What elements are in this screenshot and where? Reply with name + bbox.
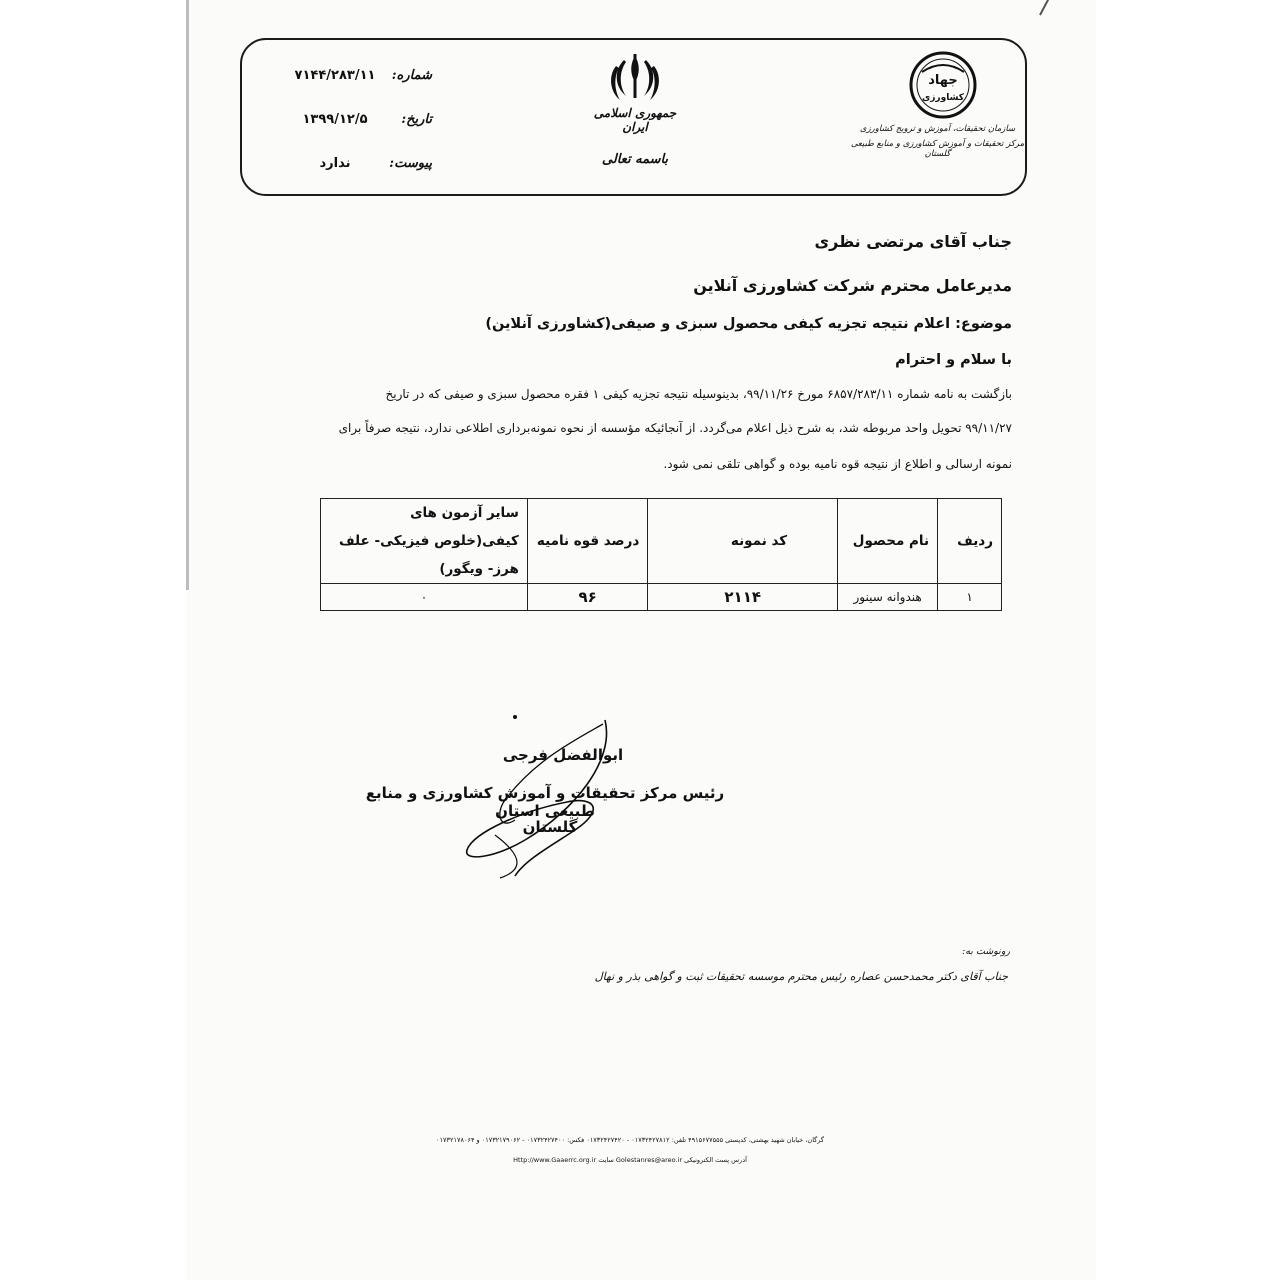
- addressee: جناب آقای مرتضی نظری: [814, 232, 1012, 251]
- iran-emblem-icon: [606, 52, 664, 104]
- greeting: با سلام و احترام: [895, 352, 1012, 368]
- org-line-1: سازمان تحقیقات، آموزش و ترویج کشاورزی: [859, 124, 1016, 134]
- col-germination: درصد قوه نامیه: [527, 499, 647, 584]
- handwritten-signature: [455, 700, 625, 890]
- body-line-1: بازگشت به نامه شماره ۶۸۵۷/۲۸۳/۱۱ مورخ ۹۹/۱۱/۲۶، بدینوسیله نتیجه تجزیه کیفی ۱ فقره محصول سبزی و صیفی که در تاریخ: [385, 387, 1012, 401]
- cell-other-tests: ۰: [321, 584, 528, 611]
- signatory-province: گلستان: [522, 818, 578, 836]
- col-row: ردیف: [938, 499, 1002, 584]
- org-line-2: مرکز تحقیقات و آموزش کشاورزی و منابع طبیعی گلستان: [850, 139, 1025, 159]
- cell-code: ۲۱۱۴: [648, 584, 838, 611]
- letter-attachment: پیوست: ندارد: [319, 156, 432, 171]
- letter-number: شماره: ۷۱۴۴/۲۸۳/۱۱: [294, 68, 432, 83]
- logo-text-bottom: کشاورزی: [922, 93, 964, 103]
- logo-text-top: جهاد: [928, 73, 958, 88]
- cell-row: ۱: [938, 584, 1002, 611]
- cc-recipient: جناب آقای دکتر محمدحسن عصاره رئیس محترم موسسه تحقیقات ثبت و گواهی بذر و نهال: [594, 970, 1008, 983]
- body-line-3: نمونه ارسالی و اطلاع از نتیجه قوه نامیه بوده و گواهی تلقی نمی شود.: [663, 457, 1012, 471]
- signatory-title: رئیس مرکز تحقیقات و آموزش کشاورزی و منابع طبیعی استان: [365, 784, 725, 820]
- cc-label: رونوشت به:: [962, 946, 1010, 957]
- signatory-name: ابوالفضل فرجی: [502, 746, 624, 764]
- table-header-row: [321, 499, 1002, 584]
- jihad-keshavarzi-logo: [908, 50, 978, 120]
- table-row: [321, 584, 1002, 611]
- col-product: نام محصول: [838, 499, 938, 584]
- republic-caption: جمهوری اسلامی ایران: [593, 106, 677, 134]
- col-other-tests: سایر آزمون های کیفی(خلوص فیزیکی- علف هرز- ویگور): [321, 499, 528, 584]
- subject: موضوع: اعلام نتیجه تجزیه کیفی محصول سبزی و صیفی(کشاورزی آنلاین): [485, 316, 1012, 332]
- cell-germination: ۹۶: [527, 584, 647, 611]
- sheet-edge: [186, 0, 189, 590]
- besmele: باسمه تعالی: [601, 152, 669, 167]
- footer-address: گرگان، خیابان شهید بهشتی، کدپستی ۴۹۱۵۶۷۷۵۵۵ تلفن: ۰۱۷۳۲۴۲۷۸۱۲ - ۰۱۷۳۲۴۲۷۴۲۰ فکس: ۰۱۷۳۲۴۲۷۴۰۰ - ۰۱۷۳۲۱۷۹۰۶۲ و ۰۱۷۳۲۱۷۸۰۶۴: [436, 1136, 824, 1144]
- letter-date: تاریخ: ۱۳۹۹/۱۲/۵: [302, 112, 432, 127]
- body-line-2: ۹۹/۱۱/۲۷ تحویل واحد مربوطه شد، به شرح ذیل اعلام می‌گردد. از آنجائیکه مؤسسه از نحوه نمونه‌برداری اطلاعی ندارد، نتیجه صرفاً برای: [338, 421, 1012, 435]
- col-code: کد نمونه: [648, 499, 838, 584]
- results-table: [320, 498, 1002, 611]
- footer-web: Http://www.Gaaerrc.org.ir سایت Golestanres@areo.ir آدرس پست الکترونیکی: [513, 1156, 747, 1164]
- addressee-title: مدیرعامل محترم شرکت کشاورزی آنلاین: [693, 276, 1012, 295]
- cell-product: هندوانه سینور: [838, 584, 938, 611]
